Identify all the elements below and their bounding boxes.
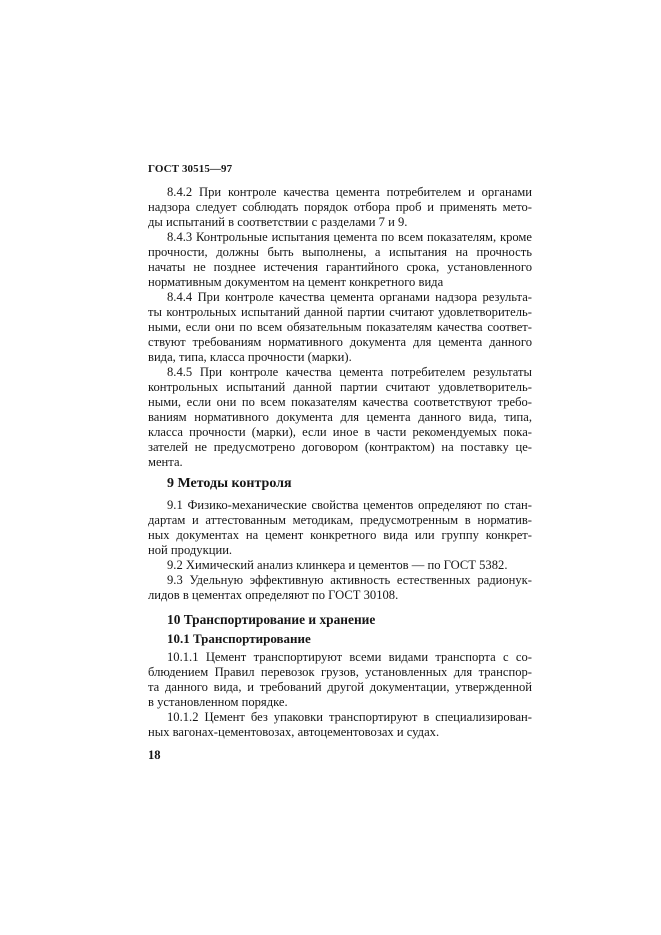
text-line: ствуют требованиям нормативного документа для цемента данного xyxy=(148,335,532,349)
text-line: дартам и аттестованным методикам, предусмотренным в норматив- xyxy=(148,513,532,527)
document-code-header: ГОСТ 30515—97 xyxy=(148,163,233,175)
subsection-heading: 10.1 Транспортирование xyxy=(167,631,311,646)
text-line: ных документах на цемент конкретного вида или группу конкрет- xyxy=(148,528,532,542)
text-line: надзора следует соблюдать порядок отбора проб и применять мето- xyxy=(148,200,532,214)
text-line: 8.4.5 При контроле качества цемента потребителем результаты xyxy=(167,365,532,379)
text-line: в установленном порядке. xyxy=(148,695,288,709)
text-line: 8.4.2 При контроле качества цемента потребителем и органами xyxy=(167,185,532,199)
text-line: ваниям нормативного документа для цемента данного вида, типа, xyxy=(148,410,532,424)
text-line: зателей не предусмотрено договором (контрактом) на поставку це- xyxy=(148,440,532,454)
text-line: 10.1.2 Цемент без упаковки транспортируют в специализирован- xyxy=(167,710,532,724)
text-line: вида, типа, класса прочности (марки). xyxy=(148,350,352,364)
text-line: ты контрольных испытаний данной партии считают удовлетворитель- xyxy=(148,305,532,319)
text-line: 8.4.4 При контроле качества цемента органами надзора результа- xyxy=(167,290,532,304)
section-heading: 9 Методы контроля xyxy=(167,476,292,491)
text-line: прочности, должны быть выполнены, а испытания на прочность xyxy=(148,245,532,259)
text-line: ных вагонах-цементовозах, автоцементовозах и судах. xyxy=(148,725,440,739)
text-line: блюдением Правил перевозок грузов, установленных для транспор- xyxy=(148,665,532,679)
page-number: 18 xyxy=(148,748,161,762)
text-line: ной продукции. xyxy=(148,543,233,557)
section-heading: 10 Транспортирование и хранение xyxy=(167,612,376,627)
text-line: контрольных испытаний данной партии считают удовлетворитель- xyxy=(148,380,532,394)
text-line: ными, если они по всем обязательным показателям качества соответ- xyxy=(148,320,532,334)
text-line: класса прочности (марки), если иное в части рекомендуемых пока- xyxy=(148,425,532,439)
text-line: ными, если они по всем показателям качества соответствуют требо- xyxy=(148,395,532,409)
text-line: лидов в цементах определяют по ГОСТ 30108. xyxy=(148,588,399,602)
text-line: мента. xyxy=(148,455,183,469)
text-line: ды испытаний в соответствии с разделами 7 и 9. xyxy=(148,215,408,229)
text-line: 10.1.1 Цемент транспортируют всеми видами транспорта с со- xyxy=(167,650,532,664)
text-line: начаты не позднее истечения гарантийного срока, установленного xyxy=(148,260,532,274)
text-line: 9.3 Удельную эффективную активность естественных радионук- xyxy=(167,573,532,587)
text-line: 9.1 Физико-механические свойства цементов определяют по стан- xyxy=(167,498,532,512)
text-line: 9.2 Химический анализ клинкера и цементов — по ГОСТ 5382. xyxy=(167,558,508,572)
text-line: нормативным документом на цемент конкретного вида xyxy=(148,275,444,289)
text-line: 8.4.3 Контрольные испытания цемента по всем показателям, кроме xyxy=(167,230,532,244)
text-line: та данного вида, и требований другой документации, утвержденной xyxy=(148,680,532,694)
